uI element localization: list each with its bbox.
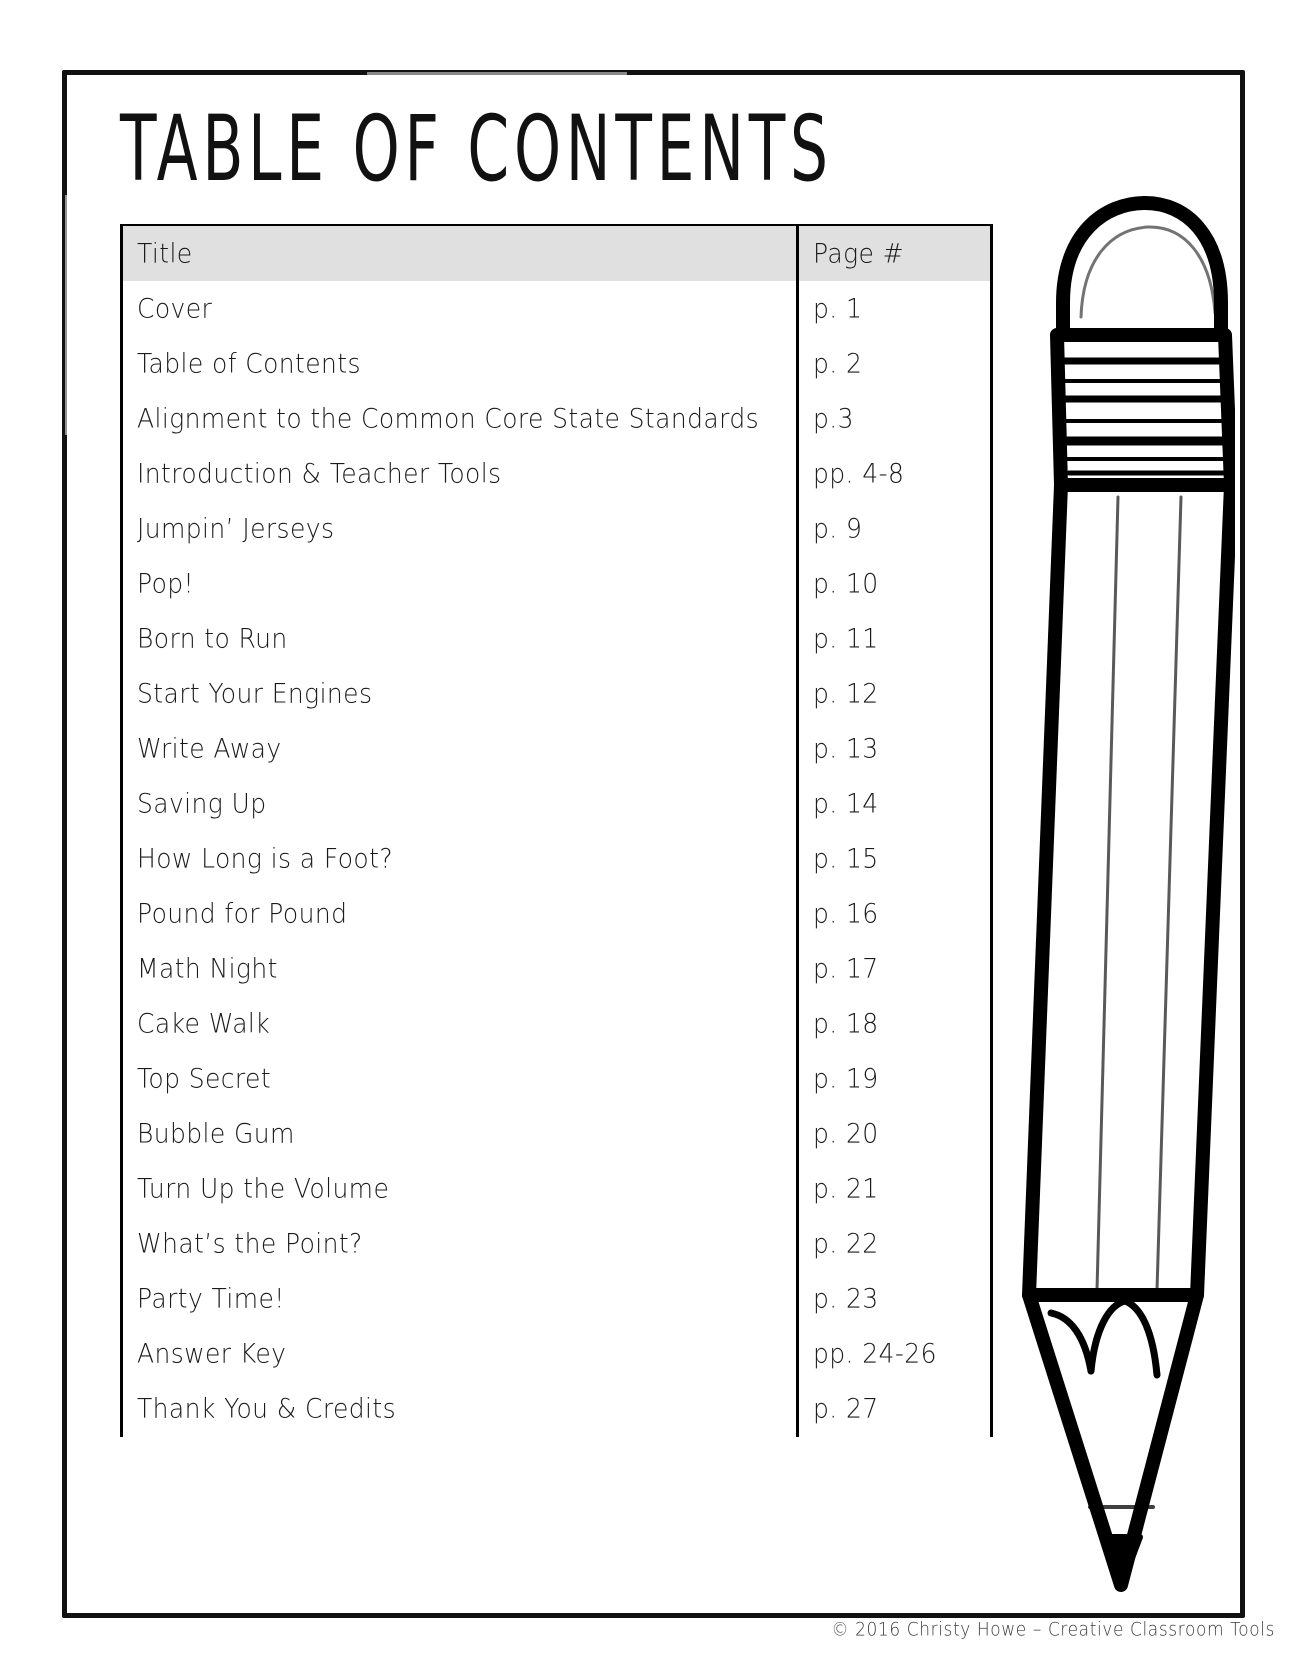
row-title: Table of Contents <box>122 333 798 392</box>
table-row <box>122 1216 992 1271</box>
row-page-number: pp. 4-8 <box>798 443 992 502</box>
table-row <box>122 831 992 886</box>
row-title: Top Secret <box>122 1048 798 1107</box>
table-row <box>122 281 992 336</box>
table-row <box>122 391 992 446</box>
row-title: Pop! <box>122 553 798 612</box>
row-title: Turn Up the Volume <box>122 1158 798 1217</box>
row-title: Alignment to the Common Core State Standards <box>122 388 798 447</box>
table-row <box>122 1106 992 1161</box>
row-page-number: p. 10 <box>798 553 992 612</box>
row-title: Jumpin’ Jerseys <box>122 498 798 557</box>
table-row <box>122 501 992 556</box>
table-row <box>122 1381 992 1436</box>
row-page-number: p. 21 <box>798 1158 992 1217</box>
row-title: Saving Up <box>122 773 798 832</box>
row-page-number: p. 20 <box>798 1103 992 1162</box>
copyright-notice: © 2016 Christy Howe – Creative Classroom Tools <box>831 1619 1275 1641</box>
row-page-number: p. 18 <box>798 993 992 1052</box>
table-header-row <box>122 226 992 281</box>
table-row <box>122 1161 992 1216</box>
table-row <box>122 1326 992 1381</box>
row-page-number: pp. 24-26 <box>798 1323 992 1382</box>
row-title: Party Time! <box>122 1268 798 1327</box>
row-page-number: p. 1 <box>798 278 992 337</box>
row-page-number: p. 16 <box>798 883 992 942</box>
row-page-number: p. 2 <box>798 333 992 392</box>
column-header-page: Page # <box>798 223 992 282</box>
row-page-number: p. 11 <box>798 608 992 667</box>
row-title: How Long is a Foot? <box>122 828 798 887</box>
row-title: Pound for Pound <box>122 883 798 942</box>
table-row <box>122 611 992 666</box>
table-row <box>122 996 992 1051</box>
row-page-number: p. 22 <box>798 1213 992 1272</box>
row-title: Born to Run <box>122 608 798 667</box>
table-row <box>122 1271 992 1326</box>
row-page-number: p. 13 <box>798 718 992 777</box>
row-title: Thank You & Credits <box>122 1378 798 1437</box>
row-title: Math Night <box>122 938 798 997</box>
column-header-title: Title <box>122 223 798 282</box>
table-row <box>122 886 992 941</box>
row-page-number: p. 17 <box>798 938 992 997</box>
row-page-number: p. 19 <box>798 1048 992 1107</box>
table-row <box>122 776 992 831</box>
row-page-number: p. 27 <box>798 1378 992 1437</box>
table-row <box>122 1051 992 1106</box>
row-title: What’s the Point? <box>122 1213 798 1272</box>
table-row <box>122 941 992 996</box>
page-title: TABLE OF CONTENTS <box>120 96 833 202</box>
table-of-contents <box>120 224 993 1437</box>
row-page-number: p.3 <box>798 388 992 447</box>
table-row <box>122 446 992 501</box>
row-page-number: p. 15 <box>798 828 992 887</box>
table-row <box>122 666 992 721</box>
row-page-number: p. 23 <box>798 1268 992 1327</box>
row-title: Bubble Gum <box>122 1103 798 1162</box>
row-title: Cake Walk <box>122 993 798 1052</box>
row-page-number: p. 14 <box>798 773 992 832</box>
row-page-number: p. 12 <box>798 663 992 722</box>
row-title: Start Your Engines <box>122 663 798 722</box>
table-row <box>122 721 992 776</box>
row-title: Cover <box>122 278 798 337</box>
row-title: Write Away <box>122 718 798 777</box>
row-page-number: p. 9 <box>798 498 992 557</box>
row-title: Answer Key <box>122 1323 798 1382</box>
table-row <box>122 336 992 391</box>
row-title: Introduction & Teacher Tools <box>122 443 798 502</box>
table-row <box>122 556 992 611</box>
